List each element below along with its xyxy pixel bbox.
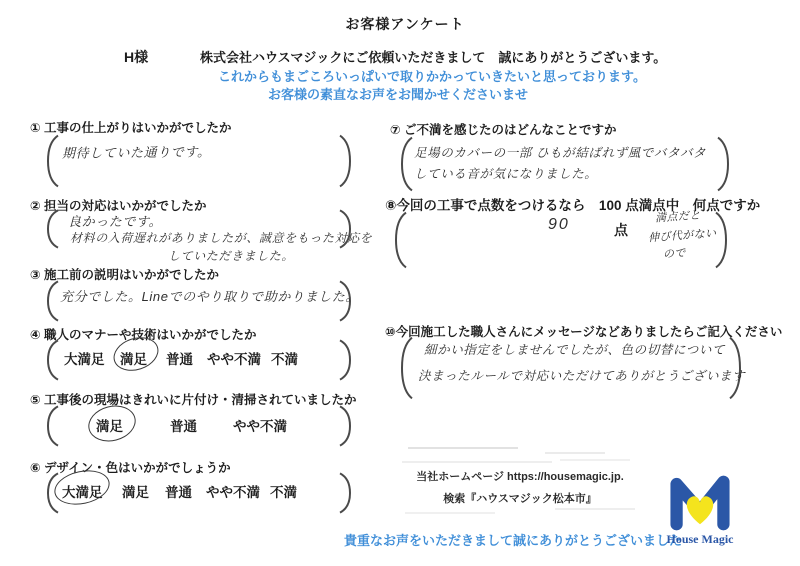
- answer-bracket-left: [46, 135, 60, 187]
- q7-handwritten-answer-line2: している音が気になりました。: [414, 167, 598, 181]
- answer-bracket-right: [716, 137, 730, 191]
- q8-note-line3: ので: [662, 247, 687, 261]
- answer-bracket-left: [400, 337, 414, 399]
- q2-handwritten-answer-line3: していただきました。: [168, 249, 295, 263]
- q8-score-unit: 点: [614, 222, 628, 238]
- q6-option-futsuu: 普通: [165, 485, 192, 500]
- scan-artifact: [560, 459, 630, 461]
- question-1-label: ① 工事の仕上がりはいかがでしたか: [30, 121, 232, 135]
- question-2-label: ② 担当の対応はいかがでしたか: [30, 199, 207, 213]
- thanks-message: 貴重なお声をいただきまして誠にありがとうございました: [344, 533, 683, 548]
- question-3-label: ③ 施工前の説明はいかがでしたか: [30, 268, 220, 282]
- answer-bracket-left: [394, 212, 408, 268]
- page-title: お客様アンケート: [345, 16, 465, 32]
- answer-bracket-left: [46, 281, 60, 321]
- q8-note-line2: 伸び代がない: [647, 227, 717, 245]
- question-10-label: ⑩今回施工した職人さんにメッセージなどありましたらご記入ください: [385, 325, 783, 339]
- house-magic-logo: [652, 474, 748, 547]
- house-magic-logo-mark: [652, 474, 748, 532]
- q10-handwritten-answer-line2: 決まったルールで対応いただけてありがとうございます: [418, 369, 746, 383]
- q5-option-manzoku: 満足: [96, 419, 123, 434]
- question-7-label: ⑦ ご不満を感じたのはどんなことですか: [390, 123, 617, 137]
- answer-bracket-right: [338, 406, 352, 446]
- q2-handwritten-answer-line2: 材料の入荷遅れがありましたが、誠意をもった対応を: [70, 231, 373, 245]
- question-6-label: ⑥ デザイン・色はいかがでしょうか: [30, 461, 231, 475]
- answer-bracket-left: [400, 137, 414, 191]
- message-line-1: これからもまごころいっぱいで取りかかっていきたいと思っております。: [218, 69, 646, 84]
- q3-handwritten-answer: 充分でした。Lineでのやり取りで助かりました。: [60, 289, 359, 304]
- search-hint: 検索『ハウスマジック松本市』: [443, 493, 597, 505]
- q6-option-daimanzoku: 大満足: [62, 485, 103, 500]
- answer-bracket-left: [46, 406, 60, 446]
- q4-option-yayafuman: やや不満: [207, 352, 261, 367]
- q4-option-fuman: 不満: [271, 352, 298, 367]
- question-4-label: ④ 職人のマナーや技術はいかがでしたか: [30, 328, 257, 342]
- scan-artifact: [402, 461, 552, 463]
- recipient-name: H様: [124, 49, 149, 65]
- q5-option-futsuu: 普通: [170, 419, 197, 434]
- scan-artifact: [545, 452, 605, 454]
- answer-bracket-left: [46, 210, 60, 248]
- q7-handwritten-answer-line1: 足場のカバーの一部 ひもが結ばれず風でバタバタ: [414, 146, 707, 160]
- logo-heart-icon: [687, 496, 713, 524]
- answer-bracket-left: [46, 340, 60, 380]
- q4-option-manzoku: 満足: [120, 352, 147, 367]
- scan-artifact: [408, 447, 518, 449]
- question-8-label: ⑧今回の工事で点数をつけるなら 100 点満点中 何点ですか: [385, 198, 761, 213]
- q1-handwritten-answer: 期待していた通りです。: [61, 144, 211, 161]
- q8-note-line1: 満点だと: [654, 209, 702, 225]
- greeting-text: 株式会社ハウスマジックにご依頼いただきまして 誠にありがとうございます。: [200, 50, 667, 65]
- q2-handwritten-answer-line1: 良かったです。: [68, 214, 163, 229]
- q6-option-fuman: 不満: [270, 485, 297, 500]
- q6-option-manzoku: 満足: [122, 485, 149, 500]
- answer-bracket-right: [338, 340, 352, 380]
- homepage-url: 当社ホームページ https://housemagic.jp.: [416, 471, 624, 483]
- q10-handwritten-answer-line1: 細かい指定をしませんでしたが、色の切替について: [424, 343, 726, 357]
- message-line-2: お客様の素直なお声をお聞かせくださいませ: [268, 87, 529, 102]
- q5-option-yayafuman: やや不満: [233, 419, 287, 434]
- logo-wordmark: House Magic: [666, 532, 734, 546]
- scan-artifact: [405, 512, 495, 514]
- q4-option-daimanzoku: 大満足: [64, 352, 105, 367]
- q4-option-futsuu: 普通: [166, 352, 193, 367]
- q6-option-yayafuman: やや不満: [206, 485, 260, 500]
- scan-artifact: [555, 508, 635, 510]
- answer-bracket-right: [338, 473, 352, 513]
- answer-bracket-right: [338, 135, 352, 187]
- question-5-label: ⑤ 工事後の現場はきれいに片付け・清掃されていましたか: [30, 393, 357, 407]
- q8-handwritten-score: 90: [548, 216, 570, 233]
